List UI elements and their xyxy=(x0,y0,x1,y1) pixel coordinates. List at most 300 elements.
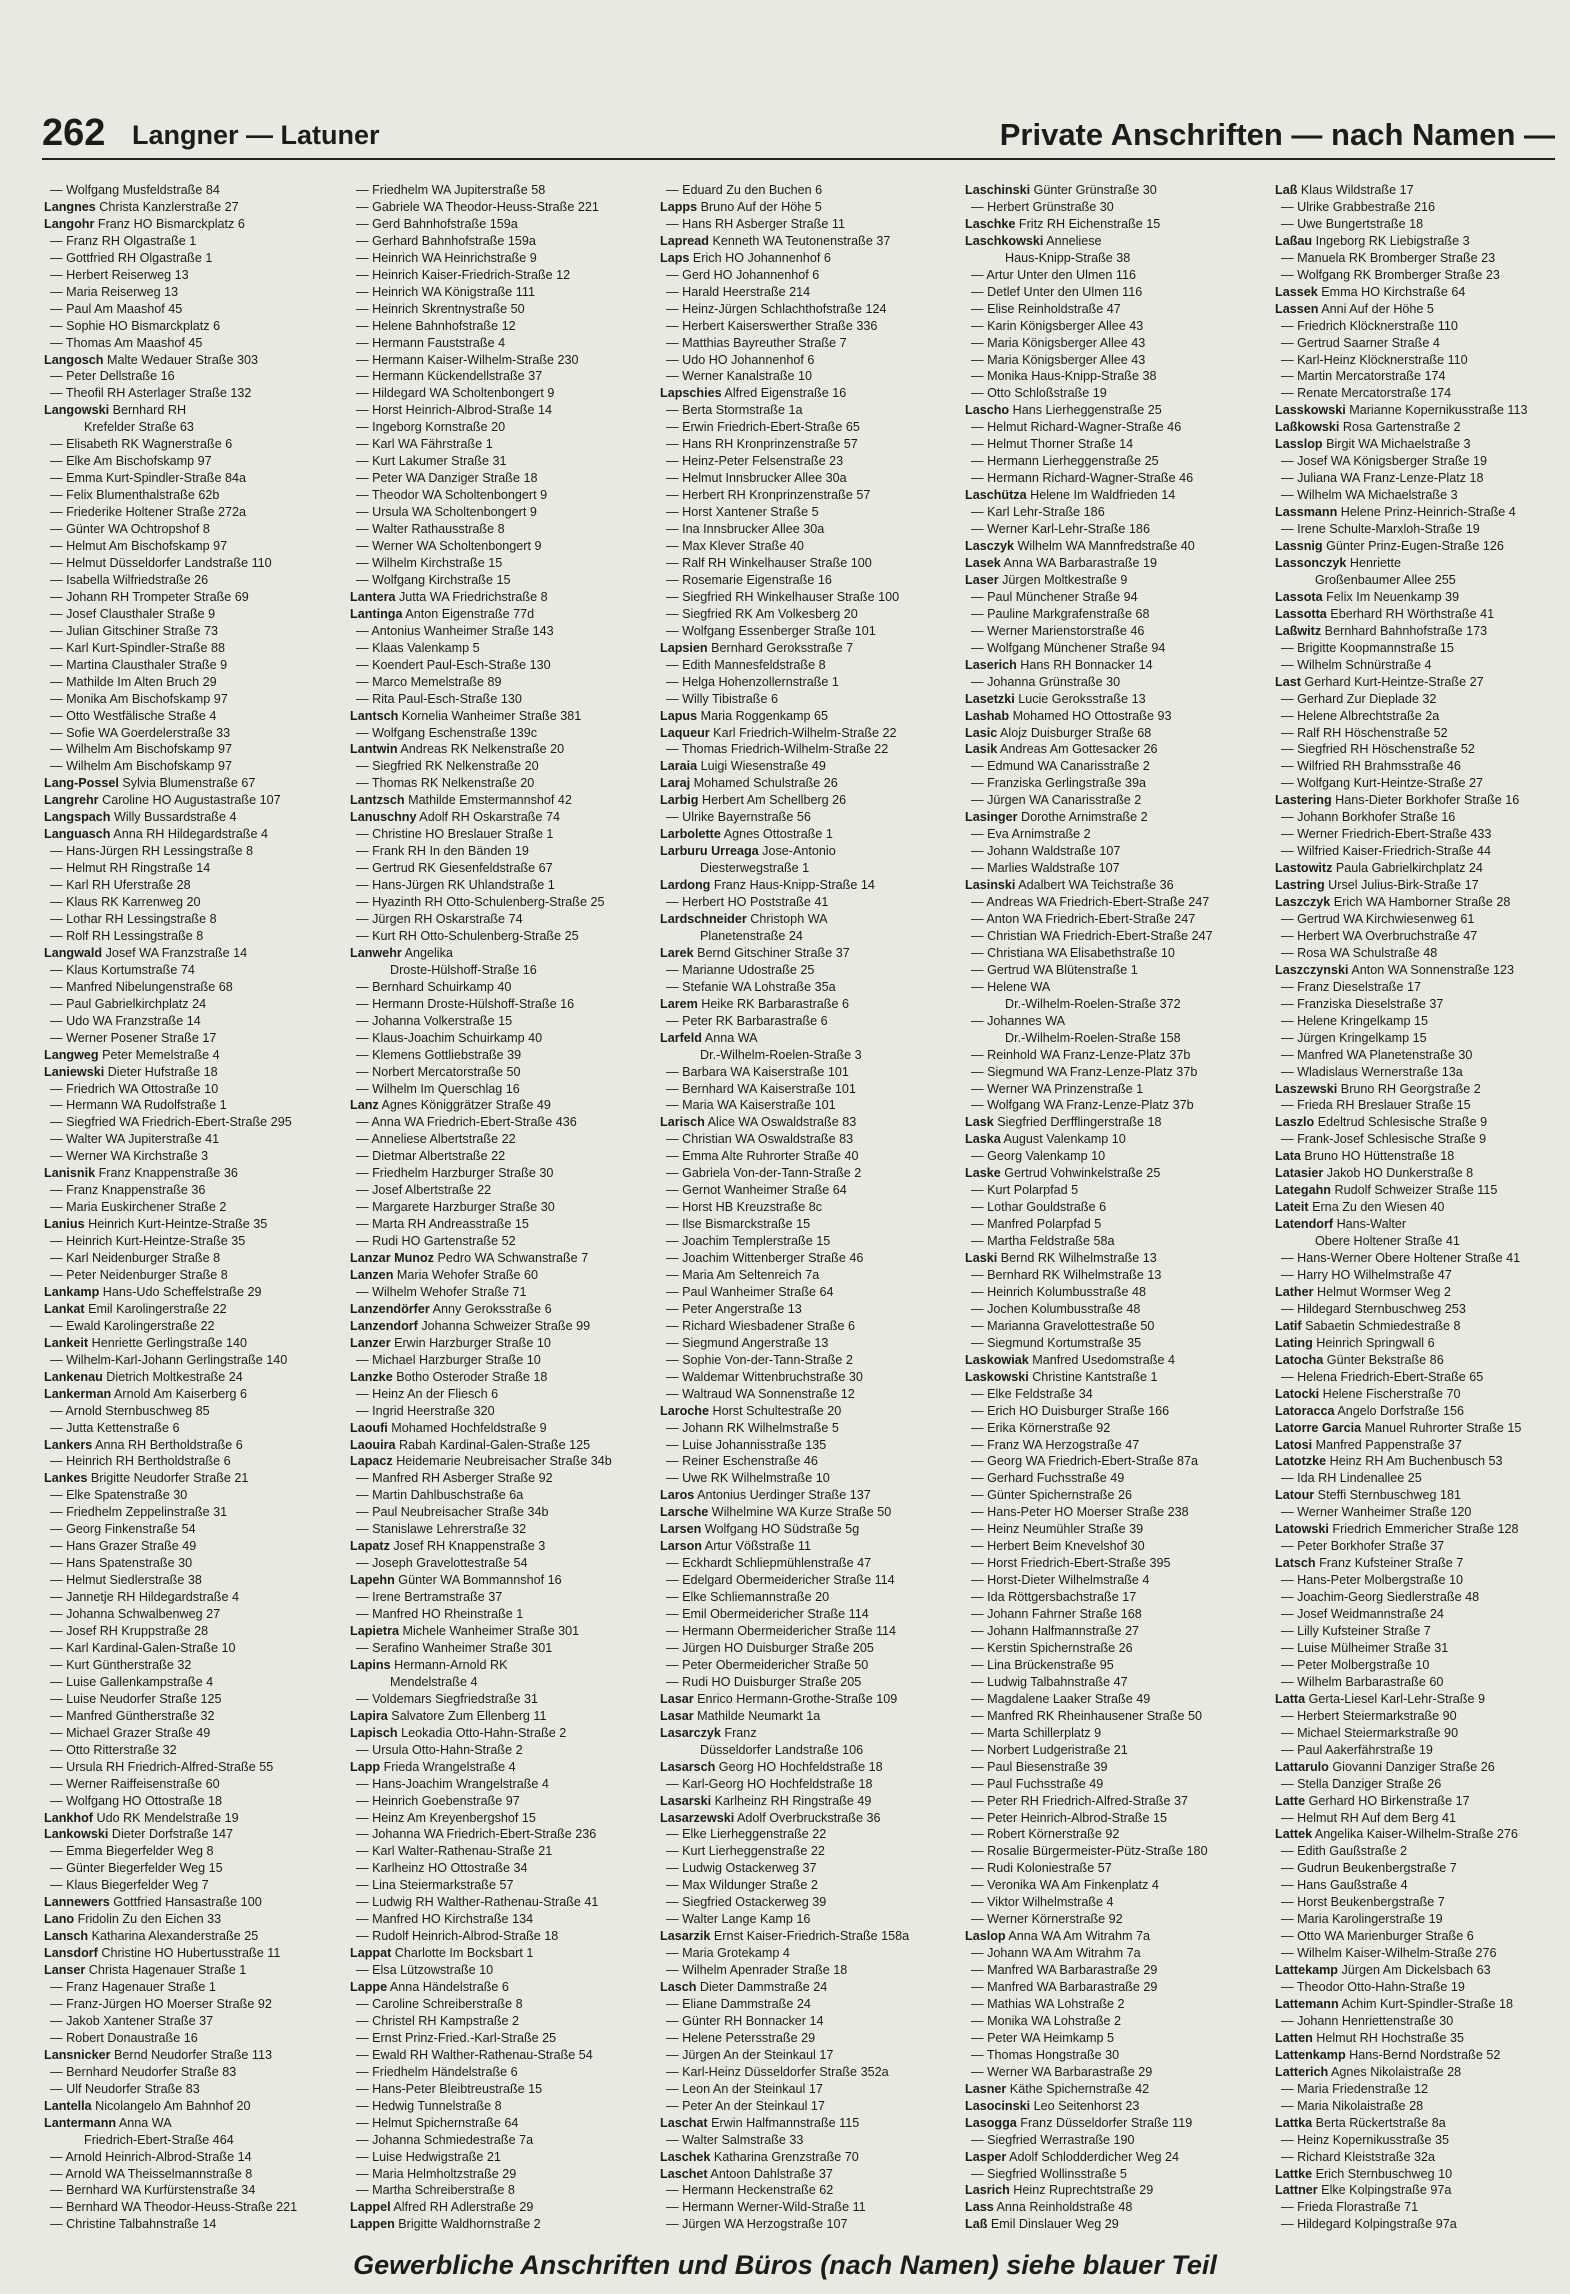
entry-details: Salvatore Zum Ellenberg 11 xyxy=(387,1708,547,1723)
directory-entry xyxy=(660,402,960,419)
entry-details: — Herbert Reiserweg 13 xyxy=(50,267,189,282)
entry-details: Karl Friedrich-Wilhelm-Straße 22 xyxy=(709,725,897,740)
directory-entry xyxy=(350,589,650,606)
directory-entry xyxy=(660,606,960,623)
entry-details: — Brigitte Koopmannstraße 15 xyxy=(1281,640,1454,655)
entry-details: — Luise Hedwigstraße 21 xyxy=(356,2149,501,2164)
directory-entry xyxy=(660,2166,960,2183)
directory-entry xyxy=(660,2081,960,2098)
directory-entry xyxy=(1275,657,1570,674)
entry-details: — Michael Steiermarkstraße 90 xyxy=(1281,1725,1459,1740)
directory-entry xyxy=(350,318,650,335)
entry-details: — Rudi HO Gartenstraße 52 xyxy=(356,1234,516,1249)
entry-continuation: Dr.-Wilhelm-Roelen-Straße 372 xyxy=(1005,996,1181,1011)
directory-entry xyxy=(965,1097,1265,1114)
directory-entry xyxy=(965,2132,1265,2149)
entry-details: — Kurt RH Otto-Schulenberg-Straße 25 xyxy=(356,928,579,943)
entry-details: — Franz Knappenstraße 36 xyxy=(50,1183,206,1198)
entry-details: — Wladislaus Wernerstraße 13a xyxy=(1281,1064,1463,1079)
entry-details: — Elke Feldstraße 34 xyxy=(971,1386,1093,1401)
directory-entry xyxy=(1275,606,1570,623)
directory-entry xyxy=(965,538,1265,555)
directory-entry xyxy=(660,2098,960,2115)
directory-entry xyxy=(660,453,960,470)
entry-details: — Jürgen WA Herzogstraße 107 xyxy=(666,2217,848,2232)
entry-details: — Georg WA Friedrich-Ebert-Straße 87a xyxy=(971,1454,1198,1469)
entry-details: — Helga Hohenzollernstraße 1 xyxy=(666,674,839,689)
directory-entry xyxy=(965,487,1265,504)
entry-details: — Rita Paul-Esch-Straße 130 xyxy=(356,691,522,706)
entry-details: Arnold Am Kaiserberg 6 xyxy=(111,1386,248,1401)
entry-details: — Eva Arnimstraße 2 xyxy=(971,827,1091,842)
family-name: Lankamp xyxy=(44,1284,100,1299)
entry-details: — Herbert Steiermarkstraße 90 xyxy=(1281,1708,1457,1723)
directory-entry xyxy=(350,1623,650,1640)
directory-entry xyxy=(965,1386,1265,1403)
entry-details: Steffi Sternbuschweg 181 xyxy=(1314,1488,1461,1503)
directory-entry xyxy=(660,1386,960,1403)
directory-entry xyxy=(965,1064,1265,1081)
entry-details: — Paul Münchener Straße 94 xyxy=(971,589,1138,604)
entry-details: Helmut RH Hochstraße 35 xyxy=(1312,2030,1464,2045)
entry-details: — Manuela RK Bromberger Straße 23 xyxy=(1281,250,1496,265)
entry-details: — Hermann Kaiser-Wilhelm-Straße 230 xyxy=(356,352,579,367)
directory-entry xyxy=(965,1369,1265,1386)
entry-details: — Reinhold WA Franz-Lenze-Platz 37b xyxy=(971,1047,1191,1062)
entry-details: — Horst HB Kreuzstraße 8c xyxy=(666,1200,823,1215)
entry-details: — Lilly Kufsteiner Straße 7 xyxy=(1281,1624,1431,1639)
entry-details: — Friedrich Klöcknerstraße 110 xyxy=(1281,318,1458,333)
family-name: Lapps xyxy=(660,199,698,214)
entry-details: — Ina Innsbrucker Allee 30a xyxy=(666,522,825,537)
entry-details: — Jannetje RH Hildegardstraße 4 xyxy=(50,1590,239,1605)
entry-details: — Marco Memelstraße 89 xyxy=(356,674,502,689)
family-name: Lattarulo xyxy=(1275,1759,1329,1774)
entry-details: — Wolfgang Eschenstraße 139c xyxy=(356,725,538,740)
entry-details: — Ernst Prinz-Fried.-Karl-Straße 25 xyxy=(356,2030,557,2045)
entry-details: — Joseph Gravelottestraße 54 xyxy=(356,1556,528,1571)
directory-entry xyxy=(1275,1521,1570,1538)
entry-details: — Richard Kleiststraße 32a xyxy=(1281,2149,1435,2164)
directory-entry xyxy=(660,2115,960,2132)
entry-details: Bernd Gitschiner Straße 37 xyxy=(693,945,850,960)
family-name: Lansch xyxy=(44,1929,89,1944)
entry-details: — Wilfried RH Brahmsstraße 46 xyxy=(1281,759,1461,774)
directory-entry xyxy=(660,2132,960,2149)
entry-details: — Richard Wiesbadener Straße 6 xyxy=(666,1318,855,1333)
family-name: Lasic xyxy=(965,725,998,740)
entry-details: — Hans Gaußstraße 4 xyxy=(1281,1878,1408,1893)
directory-entry xyxy=(965,1725,1265,1742)
entry-details: — Horst Heinrich-Albrod-Straße 14 xyxy=(356,403,552,418)
directory-entry xyxy=(1275,1860,1570,1877)
directory-entry xyxy=(660,1793,960,1810)
entry-details: — Martin Dahlbuschstraße 6a xyxy=(356,1488,524,1503)
directory-entry xyxy=(350,352,650,369)
directory-entry xyxy=(350,233,650,250)
entry-details: — Peter Molbergstraße 10 xyxy=(1281,1657,1430,1672)
directory-entry xyxy=(1275,996,1570,1013)
entry-details: — Hermann Kückendellstraße 37 xyxy=(356,369,543,384)
entry-details: — Kerstin Spichernstraße 26 xyxy=(971,1640,1133,1655)
directory-entry xyxy=(1275,962,1570,979)
entry-details: Willy Bussardstraße 4 xyxy=(110,810,237,825)
directory-entry xyxy=(44,521,344,538)
entry-details: Manfred Pappenstraße 37 xyxy=(1312,1437,1462,1452)
entry-details: — Juliana WA Franz-Lenze-Platz 18 xyxy=(1281,471,1484,486)
entry-details: Adalbert WA Teichstraße 36 xyxy=(1015,878,1174,893)
directory-entry xyxy=(660,318,960,335)
entry-details: — Gudrun Beukenbergstraße 7 xyxy=(1281,1861,1457,1876)
directory-entry xyxy=(660,1504,960,1521)
entry-details: — Manfred Güntherstraße 32 xyxy=(50,1708,215,1723)
directory-entry xyxy=(1275,792,1570,809)
directory-entry xyxy=(1275,1555,1570,1572)
entry-details: Artur Vößstraße 11 xyxy=(702,1539,811,1554)
entry-details: — Wilhelm Am Bischofskamp 97 xyxy=(50,759,232,774)
entry-details: Nicolangelo Am Bahnhof 20 xyxy=(91,2098,251,2113)
family-name: Langwald xyxy=(44,945,103,960)
entry-details: Frieda Wrangelstraße 4 xyxy=(380,1759,516,1774)
directory-entry xyxy=(660,1081,960,1098)
directory-entry xyxy=(44,2149,344,2166)
entry-details: Franz HO Bismarckplatz 6 xyxy=(94,216,245,231)
entry-details: — Siegfried Werrastraße 190 xyxy=(971,2132,1135,2147)
entry-details: Rabah Kardinal-Galen-Straße 125 xyxy=(395,1437,591,1452)
directory-entry xyxy=(1275,352,1570,369)
entry-details: — Heinrich WA Königstraße 111 xyxy=(356,284,535,299)
entry-details: — Bernhard WA Kurfürstenstraße 34 xyxy=(50,2183,256,2198)
directory-entry xyxy=(350,1640,650,1657)
directory-entry xyxy=(1275,1199,1570,1216)
entry-details: — Peter Obermeidericher Straße 50 xyxy=(666,1657,869,1672)
directory-entry xyxy=(350,1996,650,2013)
directory-entry xyxy=(965,2182,1265,2199)
directory-entry xyxy=(1275,708,1570,725)
family-name: Laroche xyxy=(660,1403,709,1418)
directory-entry xyxy=(350,1962,650,1979)
entry-details: — Felix Blumenthalstraße 62b xyxy=(50,488,220,503)
directory-entry xyxy=(1275,1928,1570,1945)
entry-details: — Isabella Wilfriedstraße 26 xyxy=(50,572,209,587)
entry-details: — Christian WA Oswaldstraße 83 xyxy=(666,1132,854,1147)
family-name: Lapins xyxy=(350,1657,391,1672)
directory-entry xyxy=(965,1589,1265,1606)
family-name: Lating xyxy=(1275,1335,1313,1350)
family-name: Lasner xyxy=(965,2081,1007,2096)
entry-details: Horst Schultestraße 20 xyxy=(709,1403,842,1418)
entry-details: Siegfried Derfflingerstraße 18 xyxy=(993,1115,1162,1130)
entry-details: Lucie Geroksstraße 13 xyxy=(1014,691,1146,706)
entry-details: Anna Händelstraße 6 xyxy=(387,1980,509,1995)
entry-details: — Ludwig Ostackerweg 37 xyxy=(666,1861,817,1876)
entry-details: — Willy Tibistraße 6 xyxy=(666,691,778,706)
family-name: Lapus xyxy=(660,708,698,723)
entry-details: Günter Prinz-Eugen-Straße 126 xyxy=(1322,539,1504,554)
entry-details: — Ursula Otto-Hahn-Straße 2 xyxy=(356,1742,523,1757)
entry-details: — Elisabeth RK Wagnerstraße 6 xyxy=(50,437,233,452)
entry-details: — Franziska Dieselstraße 37 xyxy=(1281,996,1444,1011)
entry-details: Brigitte Waldhornstraße 2 xyxy=(394,2217,541,2232)
directory-entry xyxy=(660,775,960,792)
directory-entry xyxy=(660,979,960,996)
entry-details: — Helmut Düsseldorfer Landstraße 110 xyxy=(50,555,272,570)
entry-details: — Klaus Biegerfelder Weg 7 xyxy=(50,1878,209,1893)
entry-details: Alfred Eigenstraße 16 xyxy=(721,386,847,401)
directory-entry xyxy=(350,1216,650,1233)
entry-details: — Franz RH Olgastraße 1 xyxy=(50,233,197,248)
entry-details: — Monika Haus-Knipp-Straße 38 xyxy=(971,369,1157,384)
entry-details: — Paul Biesenstraße 39 xyxy=(971,1759,1108,1774)
family-name: Laßwitz xyxy=(1275,623,1322,638)
directory-entry xyxy=(1275,1894,1570,1911)
directory-entry xyxy=(1275,1318,1570,1335)
directory-entry xyxy=(965,1894,1265,1911)
entry-details: — Viktor Wilhelmstraße 4 xyxy=(971,1895,1114,1910)
directory-entry xyxy=(660,555,960,572)
entry-details: — Jürgen RH Oskarstraße 74 xyxy=(356,911,523,926)
entry-details: — Georg Valenkamp 10 xyxy=(971,1149,1106,1164)
directory-entry xyxy=(965,1199,1265,1216)
entry-details: Günter Bekstraße 86 xyxy=(1323,1352,1444,1367)
directory-entry xyxy=(44,2013,344,2030)
directory-entry xyxy=(965,1250,1265,1267)
directory-entry xyxy=(44,1759,344,1776)
directory-entry xyxy=(1275,2013,1570,2030)
directory-entry xyxy=(1275,1047,1570,1064)
entry-continuation: Krefelder Straße 63 xyxy=(84,420,194,435)
family-name: Lask xyxy=(965,1115,994,1130)
entry-details: — Bernhard Neudorfer Straße 83 xyxy=(50,2064,237,2079)
entry-details: Erna Zu den Wiesen 40 xyxy=(1308,1200,1445,1215)
directory-entry xyxy=(660,1928,960,1945)
entry-details: Elke Kolpingstraße 97a xyxy=(1317,2183,1452,2198)
family-name: Lanzer xyxy=(350,1335,391,1350)
entry-details: — Reiner Eschenstraße 46 xyxy=(666,1454,818,1469)
directory-entry xyxy=(1275,2216,1570,2232)
entry-details: — Artur Unter den Ulmen 116 xyxy=(971,267,1136,282)
entry-details: Emma HO Kirchstraße 64 xyxy=(1317,284,1466,299)
entry-details: — Wilhelm Kaiser-Wilhelm-Straße 276 xyxy=(1281,1946,1497,1961)
entry-details: — Gertrud Saarner Straße 4 xyxy=(1281,335,1440,350)
entry-details: — Detlef Unter den Ulmen 116 xyxy=(971,284,1143,299)
entry-details: — Karlheinz HO Ottostraße 34 xyxy=(356,1861,528,1876)
family-name: Larsen xyxy=(660,1522,702,1537)
directory-entry xyxy=(965,911,1265,928)
entry-details: — Johann Borkhofer Straße 16 xyxy=(1281,810,1456,825)
directory-entry xyxy=(44,1199,344,1216)
directory-entry xyxy=(44,1793,344,1810)
directory-entry xyxy=(660,572,960,589)
directory-entry xyxy=(660,1962,960,1979)
entry-details: — Jochen Kolumbusstraße 48 xyxy=(971,1301,1141,1316)
entry-details: — Ulrike Grabbestraße 216 xyxy=(1281,199,1435,214)
directory-entry xyxy=(350,1081,650,1098)
family-name: Laraj xyxy=(660,776,691,791)
family-name: Laßau xyxy=(1275,233,1313,248)
entry-details: — Josef RH Kruppstraße 28 xyxy=(50,1624,209,1639)
family-name: Lantzsch xyxy=(350,793,405,808)
family-name: Lanzke xyxy=(350,1369,393,1384)
family-name: Larbig xyxy=(660,793,699,808)
directory-entry xyxy=(660,1335,960,1352)
directory-entry xyxy=(965,2030,1265,2047)
entry-details: — Peter Neidenburger Straße 8 xyxy=(50,1268,228,1282)
entry-details: — Karin Königsberger Allee 43 xyxy=(971,318,1144,333)
family-name: Langnes xyxy=(44,199,96,214)
family-name: Lasrich xyxy=(965,2183,1010,2198)
entry-details: — Serafino Wanheimer Straße 301 xyxy=(356,1640,553,1655)
family-name: Laschet xyxy=(660,2166,708,2181)
entry-details: — Werner Marienstorstraße 46 xyxy=(971,623,1145,638)
entry-details: — Emma Alte Ruhrorter Straße 40 xyxy=(666,1149,859,1164)
entry-details: — Hildegard WA Scholtenbongert 9 xyxy=(356,386,555,401)
entry-details: — Anton WA Friedrich-Ebert-Straße 247 xyxy=(971,911,1196,926)
entry-details: — Werner WA Kirchstraße 3 xyxy=(50,1149,209,1164)
directory-entry xyxy=(965,1453,1265,1470)
entry-details: — Karl Kurt-Spindler-Straße 88 xyxy=(50,640,225,655)
entry-details: — Siegfried Ostackerweg 39 xyxy=(666,1895,827,1910)
family-name: Lankes xyxy=(44,1471,88,1486)
directory-entry xyxy=(350,1826,650,1843)
entry-details: — Julian Gitschiner Straße 73 xyxy=(50,623,218,638)
directory-entry xyxy=(350,572,650,589)
family-name: Laros xyxy=(660,1488,695,1503)
directory-entry xyxy=(965,1081,1265,1098)
directory-entry xyxy=(44,199,344,216)
directory-entry xyxy=(965,945,1265,962)
directory-entry xyxy=(44,1470,344,1487)
entry-details: — Friedhelm Händelstraße 6 xyxy=(356,2064,518,2079)
entry-details: — Johann RH Trompeter Straße 69 xyxy=(50,589,249,604)
directory-entry xyxy=(1275,1742,1570,1759)
directory-entry xyxy=(350,2199,650,2216)
directory-entry xyxy=(44,2081,344,2098)
family-name: Lastring xyxy=(1275,878,1325,893)
entry-continuation: Dr.-Wilhelm-Roelen-Straße 3 xyxy=(700,1047,862,1062)
family-name: Lanzendörfer xyxy=(350,1301,430,1316)
directory-entry xyxy=(1275,1810,1570,1827)
entry-details: — Luise Neudorfer Straße 125 xyxy=(50,1691,222,1706)
directory-entry xyxy=(1275,1233,1570,1250)
directory-entry xyxy=(965,1487,1265,1504)
entry-details: — Peter WA Heimkamp 5 xyxy=(971,2030,1115,2045)
entry-details: — Theodor Otto-Hahn-Straße 19 xyxy=(1281,1980,1465,1995)
directory-entry xyxy=(660,1047,960,1064)
entry-details: — Jürgen Kringelkamp 15 xyxy=(1281,1030,1427,1045)
family-name: Laschinski xyxy=(965,183,1031,197)
directory-entry xyxy=(660,741,960,758)
directory-entry xyxy=(1275,775,1570,792)
directory-entry xyxy=(965,2166,1265,2183)
directory-entry xyxy=(660,1487,960,1504)
directory-entry xyxy=(660,1776,960,1793)
directory-entry xyxy=(965,1945,1265,1962)
header-section-title: Private Anschriften — nach Namen — xyxy=(999,117,1555,152)
directory-entry xyxy=(660,1267,960,1284)
directory-entry xyxy=(660,1470,960,1487)
directory-entry xyxy=(44,385,344,402)
entry-details: — Herbert Kaiserswerther Straße 336 xyxy=(666,318,878,333)
directory-entry xyxy=(965,521,1265,538)
directory-entry xyxy=(44,1369,344,1386)
directory-entry xyxy=(44,674,344,691)
directory-entry xyxy=(350,402,650,419)
directory-entry xyxy=(1275,1996,1570,2013)
entry-details: — Siegfried RK Nelkenstraße 20 xyxy=(356,759,539,774)
directory-entry xyxy=(965,453,1265,470)
directory-entry xyxy=(350,809,650,826)
family-name: Lasslop xyxy=(1275,437,1323,452)
directory-entry xyxy=(350,860,650,877)
directory-entry xyxy=(965,182,1265,199)
directory-entry xyxy=(1275,1081,1570,1098)
entry-details: — Voldemars Siegfriedstraße 31 xyxy=(356,1691,538,1706)
entry-details: — Elsa Lützowstraße 10 xyxy=(356,1963,494,1978)
directory-entry xyxy=(1275,1165,1570,1182)
entry-continuation: Dr.-Wilhelm-Roelen-Straße 158 xyxy=(1005,1030,1181,1045)
directory-entry xyxy=(965,1284,1265,1301)
directory-entry xyxy=(44,1487,344,1504)
entry-details: Josef WA Franzstraße 14 xyxy=(102,945,248,960)
entry-details: — Hans-Jürgen RK Uhlandstraße 1 xyxy=(356,878,555,893)
directory-entry xyxy=(350,1589,650,1606)
directory-entry xyxy=(350,199,650,216)
directory-entry xyxy=(350,1843,650,1860)
family-name: Latta xyxy=(1275,1691,1306,1706)
entry-details: — Leon An der Steinkaul 17 xyxy=(666,2081,823,2096)
entry-details: — Josef Clausthaler Straße 9 xyxy=(50,606,216,621)
entry-details: — Karl Kardinal-Galen-Straße 10 xyxy=(50,1640,236,1655)
directory-entry xyxy=(1275,1877,1570,1894)
entry-details: — Paul Fuchsstraße 49 xyxy=(971,1776,1104,1791)
family-name: Laski xyxy=(965,1251,998,1266)
entry-details: — Erika Körnerstraße 92 xyxy=(971,1420,1111,1435)
family-name: Laßkowski xyxy=(1275,420,1340,435)
entry-details: — Frank-Josef Schlesische Straße 9 xyxy=(1281,1132,1487,1147)
entry-details: — Herbert Beim Knevelshof 30 xyxy=(971,1539,1145,1554)
directory-entry xyxy=(965,623,1265,640)
directory-entry xyxy=(350,792,650,809)
entry-details: — Emma Kurt-Spindler-Straße 84a xyxy=(50,471,246,486)
entry-details: — Horst-Dieter Wilhelmstraße 4 xyxy=(971,1573,1150,1588)
entry-details: — Rudi HO Duisburger Straße 205 xyxy=(666,1674,862,1689)
directory-entry xyxy=(660,860,960,877)
directory-entry xyxy=(350,1894,650,1911)
directory-entry xyxy=(44,1250,344,1267)
entry-details: Kenneth WA Teutonenstraße 37 xyxy=(709,233,891,248)
entry-details: Klaus Wildstraße 17 xyxy=(1297,183,1414,197)
entry-details: — Max Wildunger Straße 2 xyxy=(666,1878,818,1893)
family-name: Lassonczyk xyxy=(1275,555,1347,570)
entry-details: — Helene Kringelkamp 15 xyxy=(1281,1013,1429,1028)
directory-entry xyxy=(350,1555,650,1572)
directory-entry xyxy=(1275,1657,1570,1674)
family-name: Last xyxy=(1275,674,1301,689)
directory-entry xyxy=(965,708,1265,725)
directory-entry xyxy=(660,2064,960,2081)
directory-entry xyxy=(1275,2149,1570,2166)
directory-entry xyxy=(44,2047,344,2064)
entry-details: Dietrich Moltkestraße 24 xyxy=(102,1369,243,1384)
directory-entry xyxy=(44,1165,344,1182)
entry-details: Brigitte Neudorfer Straße 21 xyxy=(87,1471,249,1486)
entry-details: — Werner WA Prinzenstraße 1 xyxy=(971,1081,1144,1096)
directory-entry xyxy=(44,419,344,436)
directory-entry xyxy=(1275,1504,1570,1521)
entry-details: Dieter Hufstraße 18 xyxy=(104,1064,218,1079)
entry-details: — Wilhelm Barbarastraße 60 xyxy=(1281,1674,1444,1689)
